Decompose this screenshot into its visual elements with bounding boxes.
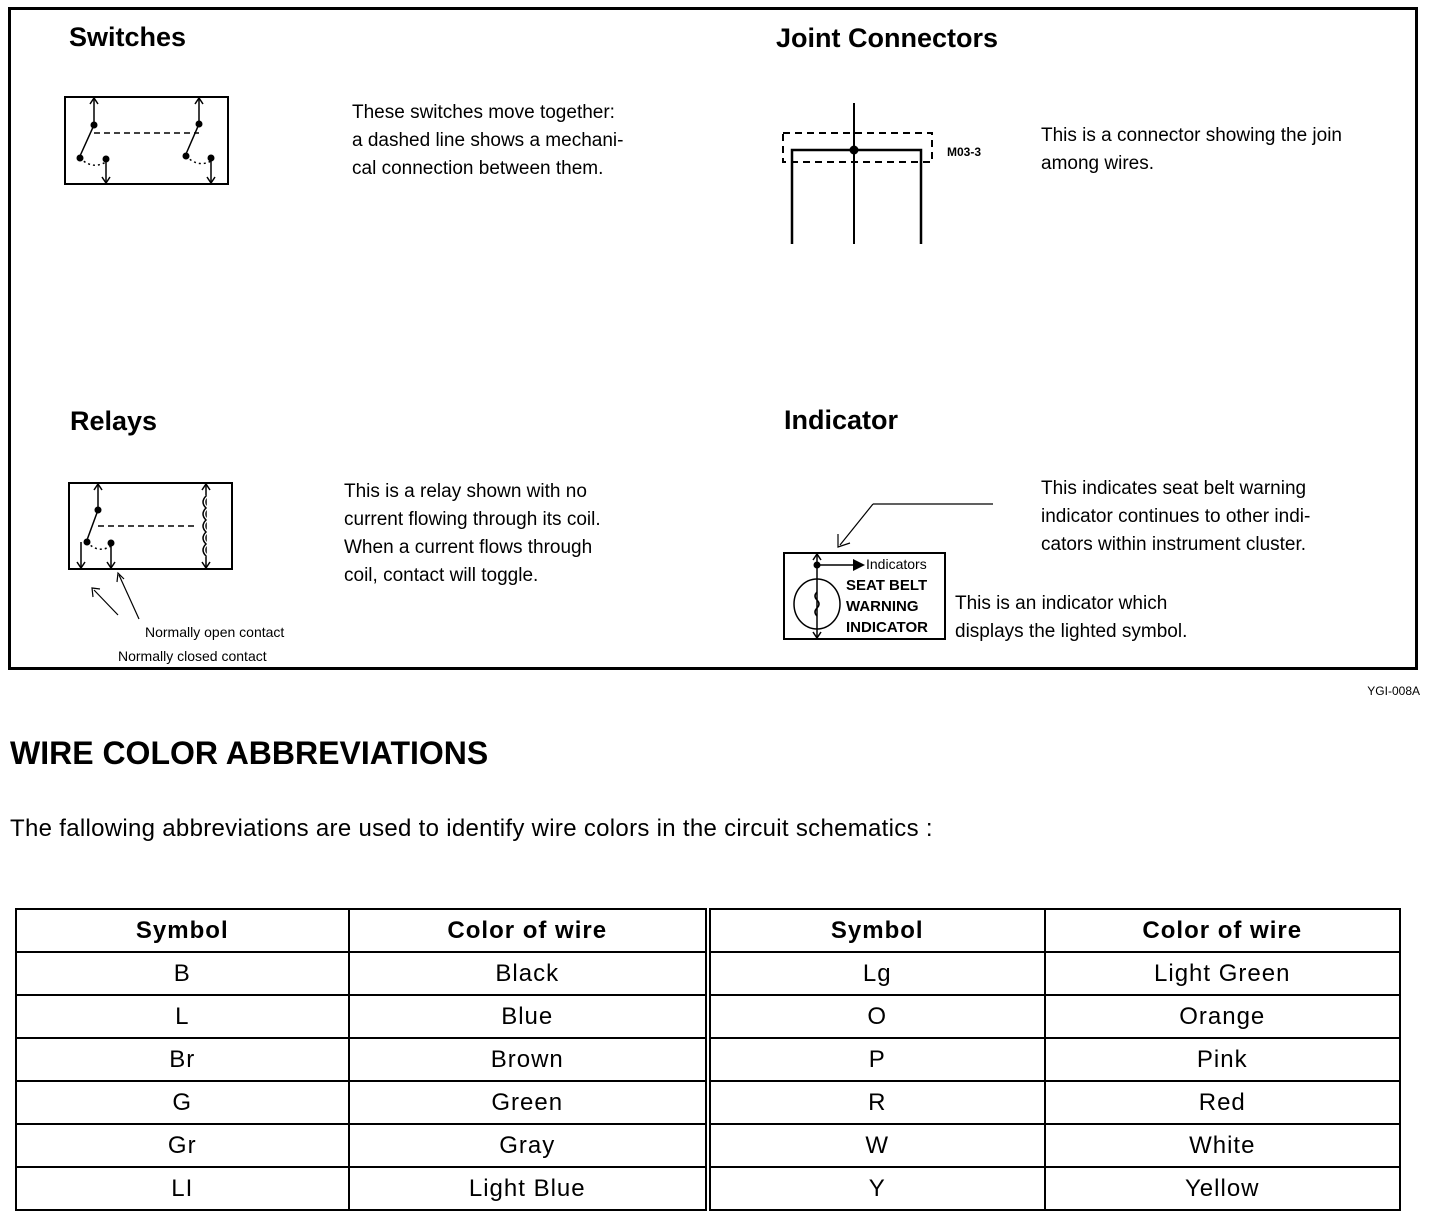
- switches-line: cal connection between them.: [352, 158, 604, 179]
- figure-code: YGI-008A: [1367, 684, 1420, 698]
- color-cell: White: [1045, 1124, 1401, 1167]
- symbol-cell: Gr: [16, 1124, 349, 1167]
- joint-connectors-line: This is a connector showing the join: [1041, 125, 1342, 146]
- table-row: [16, 952, 1400, 995]
- color-cell: Red: [1045, 1081, 1401, 1124]
- symbol-cell: B: [16, 952, 349, 995]
- relays-line: When a current flows through: [344, 537, 593, 558]
- wire-color-heading: WIRE COLOR ABBREVIATIONS: [10, 735, 489, 771]
- joint-connector-diagram: [778, 100, 938, 250]
- indicator-line: indicator continues to other indi-: [1041, 506, 1311, 527]
- symbol-cell: O: [708, 995, 1045, 1038]
- indicator-box-line: INDICATOR: [846, 619, 928, 636]
- connector-code-label: M03-3: [947, 145, 982, 159]
- color-cell: Gray: [349, 1124, 708, 1167]
- relays-line: coil, contact will toggle.: [344, 565, 539, 586]
- table-header-row: [16, 909, 1400, 952]
- color-cell: Light Blue: [349, 1167, 708, 1210]
- symbol-cell: LI: [16, 1167, 349, 1210]
- switches-line: a dashed line shows a mechani-: [352, 130, 624, 151]
- symbol-cell: Y: [708, 1167, 1045, 1210]
- symbol-cell: R: [708, 1081, 1045, 1124]
- joint-connectors-title: Joint Connectors: [776, 23, 999, 53]
- color-cell: Brown: [349, 1038, 708, 1081]
- relays-title: Relays: [70, 406, 158, 436]
- relays-description: [344, 478, 601, 590]
- symbol-cell: Br: [16, 1038, 349, 1081]
- joint-connectors-description: [1041, 122, 1342, 178]
- wire-color-table: [15, 908, 1401, 1211]
- indicator-line: cators within instrument cluster.: [1041, 534, 1307, 555]
- symbol-cell: L: [16, 995, 349, 1038]
- indicator-title: Indicator: [784, 405, 899, 435]
- indicator-box-line: SEAT BELT: [846, 577, 928, 594]
- normally-open-label: Normally open contact: [145, 624, 285, 640]
- color-cell: Blue: [349, 995, 708, 1038]
- color-cell: Pink: [1045, 1038, 1401, 1081]
- indicator-side-line: This is an indicator which: [955, 593, 1168, 614]
- normally-closed-label: Normally closed contact: [118, 648, 267, 664]
- indicator-box-line: WARNING: [846, 598, 919, 615]
- switches-title: Switches: [69, 22, 187, 52]
- table-row: [16, 1124, 1400, 1167]
- symbol-cell: G: [16, 1081, 349, 1124]
- table-row: [16, 1038, 1400, 1081]
- table-row: [16, 1081, 1400, 1124]
- color-cell: Black: [349, 952, 708, 995]
- indicators-arrow-label: Indicators: [866, 556, 927, 572]
- seat-belt-indicator-text: [846, 575, 928, 638]
- color-cell: Yellow: [1045, 1167, 1401, 1210]
- table-row: [16, 1167, 1400, 1210]
- color-cell: Orange: [1045, 995, 1401, 1038]
- relay-diagram: [66, 480, 236, 620]
- relays-line: current flowing through its coil.: [344, 509, 601, 530]
- header-symbol: Symbol: [16, 909, 349, 952]
- indicator-line: This indicates seat belt warning: [1041, 478, 1307, 499]
- indicator-side-line: displays the lighted symbol.: [955, 621, 1188, 642]
- switches-diagram: [60, 90, 235, 190]
- symbol-cell: P: [708, 1038, 1045, 1081]
- symbol-cell: W: [708, 1124, 1045, 1167]
- indicator-continues-description: [1041, 475, 1310, 559]
- switches-line: These switches move together:: [352, 102, 615, 123]
- indicator-lighted-description: [955, 590, 1187, 646]
- header-color: Color of wire: [1045, 909, 1401, 952]
- table-row: [16, 995, 1400, 1038]
- color-cell: Light Green: [1045, 952, 1401, 995]
- header-color: Color of wire: [349, 909, 708, 952]
- joint-connectors-line: among wires.: [1041, 153, 1154, 174]
- switches-description: [352, 99, 623, 183]
- color-cell: Green: [349, 1081, 708, 1124]
- wire-color-intro: The fallowing abbreviations are used to identify wire colors in the circuit schematics :: [10, 815, 933, 842]
- symbol-cell: Lg: [708, 952, 1045, 995]
- header-symbol: Symbol: [708, 909, 1045, 952]
- relays-line: This is a relay shown with no: [344, 481, 587, 502]
